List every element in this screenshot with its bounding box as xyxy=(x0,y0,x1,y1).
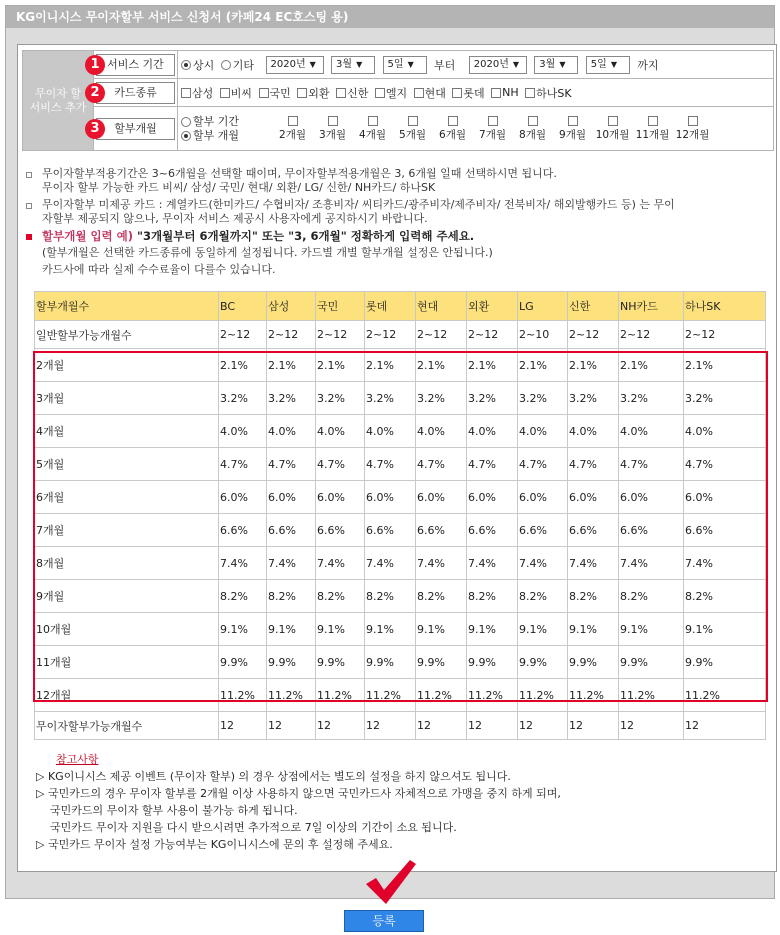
radio-installment-month[interactable] xyxy=(181,131,191,141)
rate-table-header: 할부개월수 BC 삼성 국민 롯데 현대 외환 LG 신한 NH카드 하나SK xyxy=(35,292,766,321)
form-panel xyxy=(17,44,777,872)
service-period-controls: 상시 기타 2020년 ▼ 3월 ▼ 5일 ▼ 부터 2020년 ▼ 3월 ▼ 5일 ▼ 까지 xyxy=(178,51,774,79)
card-type-checkboxes: 삼성 비씨 국민 외환 신한 엘지 현대 롯데 NH 하나SK xyxy=(178,79,774,107)
start-month-select[interactable]: 3월 ▼ xyxy=(331,56,375,74)
card-checkbox[interactable] xyxy=(452,88,462,98)
settings-group-label: 무이자 할 서비스 추가 xyxy=(23,51,94,151)
bullet-icon xyxy=(26,203,32,209)
window-title: KG이니시스 무이자할부 서비스 신청서 (카페24 EC호스팅 용) xyxy=(6,6,774,28)
example-note: 할부개월 입력 예) "3개월부터 6개월까지" 또는 "3, 6개월" 정확하게 입력해 주세요. (할부개월은 선택한 카드종류에 동일하게 설정됩니다. 카드별 개별 할부개월 설정은 안됩니다.) 카드사에 따라 실제 수수료율이 다를수 있습니다. xyxy=(26,229,770,277)
radio-other[interactable] xyxy=(221,60,231,70)
table-row: 3개월 3.2% 3.2% 3.2% 3.2% 3.2% 3.2% 3.2% 3.2% 3.2% 3.2% xyxy=(35,382,766,415)
month-checkbox[interactable] xyxy=(648,116,658,126)
table-row: 10개월 9.1% 9.1% 9.1% 9.1% 9.1% 9.1% 9.1% 9.1% 9.1% 9.1% xyxy=(35,613,766,646)
card-checkbox[interactable] xyxy=(181,88,191,98)
table-row: 9개월 8.2% 8.2% 8.2% 8.2% 8.2% 8.2% 8.2% 8.2% 8.2% 8.2% xyxy=(35,580,766,613)
month-checkbox[interactable] xyxy=(688,116,698,126)
reference-section: 참고사항 ▷ KG이니시스 제공 이벤트 (무이자 할부) 의 경우 상점에서는 별도의 설정을 하지 않으셔도 됩니다. ▷ 국민카드의 경우 무이자 할부를 2개월 이상 사용하지 않으면 국민카드사 자체적으로 가맹을 중지 하게 되며, 국민카드의 무이자 할부 사용이 불가능 하게 됩니다. 국민카드 무이자 지원을 다시 받으시려면 추가적으로 7일 이상의 기간이 소요 됩니다. ▷ 국민카드 무이자 설정 가능여부는 KG이니시스에 문의 후 설정해 주세요. xyxy=(36,753,561,851)
table-row: 11개월 9.9% 9.9% 9.9% 9.9% 9.9% 9.9% 9.9% 9.9% 9.9% 9.9% xyxy=(35,646,766,679)
month-checkbox[interactable] xyxy=(528,116,538,126)
radio-always[interactable] xyxy=(181,60,191,70)
card-checkbox[interactable] xyxy=(336,88,346,98)
step-badge-3: 3 xyxy=(85,119,105,139)
month-checkbox[interactable] xyxy=(608,116,618,126)
settings-table xyxy=(22,50,774,151)
form-frame xyxy=(5,5,775,899)
installment-label: 3 할부개월 xyxy=(96,118,175,140)
service-period-label: 1 서비스 기간 xyxy=(96,54,175,76)
end-month-select[interactable]: 3월 ▼ xyxy=(534,56,578,74)
month-checkbox-grid: 2개월 3개월 4개월 5개월 6개월 7개월 8개월 9개월 10개월 11개월 12개월 xyxy=(273,115,713,142)
month-checkbox[interactable] xyxy=(448,116,458,126)
table-row: 무이자할부가능개월수 12 12 12 12 12 12 12 12 12 12 xyxy=(35,712,766,740)
rate-table xyxy=(34,291,766,740)
card-checkbox[interactable] xyxy=(220,88,230,98)
installment-controls: 할부 기간 할부 개월 2개월 3개월 4개월 5개월 6개월 7개월 8개월 9개월 10개월 11개월 12개월 xyxy=(178,107,774,151)
card-checkbox[interactable] xyxy=(491,88,501,98)
table-row: 2개월 2.1% 2.1% 2.1% 2.1% 2.1% 2.1% 2.1% 2.1% 2.1% 2.1% xyxy=(35,349,766,382)
month-checkbox[interactable] xyxy=(488,116,498,126)
start-year-select[interactable]: 2020년 ▼ xyxy=(266,56,324,74)
notes-section xyxy=(26,167,770,277)
card-checkbox[interactable] xyxy=(297,88,307,98)
submit-button[interactable]: 등록 xyxy=(344,910,424,932)
month-checkbox[interactable] xyxy=(368,116,378,126)
note-item: 무이자할부 미제공 카드 : 계열카드(한미카드/ 수협비자/ 조흥비자/ 씨티카드/광주비자/제주비자/ 전북비자/ 해외발행카드 등) 는 무이 자할부 제공되지 않으나, 무이자 서비스 제공시 사용자에게 공지하시기 바랍니다. xyxy=(26,198,770,226)
table-row: 12개월 11.2% 11.2% 11.2% 11.2% 11.2% 11.2% 11.2% 11.2% 11.2% 11.2% xyxy=(35,679,766,712)
end-day-select[interactable]: 5일 ▼ xyxy=(586,56,630,74)
step-badge-1: 1 xyxy=(85,55,105,75)
table-row: 6개월 6.0% 6.0% 6.0% 6.0% 6.0% 6.0% 6.0% 6.0% 6.0% 6.0% xyxy=(35,481,766,514)
end-year-select[interactable]: 2020년 ▼ xyxy=(469,56,527,74)
table-row: 8개월 7.4% 7.4% 7.4% 7.4% 7.4% 7.4% 7.4% 7.4% 7.4% 7.4% xyxy=(35,547,766,580)
table-row: 일반할부가능개월수 2~12 2~12 2~12 2~12 2~12 2~12 2~10 2~12 2~12 2~12 xyxy=(35,321,766,349)
checkmark-icon xyxy=(362,854,418,910)
red-bullet-icon xyxy=(26,234,32,240)
month-checkbox[interactable] xyxy=(288,116,298,126)
card-checkbox[interactable] xyxy=(259,88,269,98)
card-checkbox[interactable] xyxy=(525,88,535,98)
card-checkbox[interactable] xyxy=(414,88,424,98)
table-row: 5개월 4.7% 4.7% 4.7% 4.7% 4.7% 4.7% 4.7% 4.7% 4.7% 4.7% xyxy=(35,448,766,481)
radio-installment-period[interactable] xyxy=(181,117,191,127)
step-badge-2: 2 xyxy=(85,83,105,103)
table-row: 4개월 4.0% 4.0% 4.0% 4.0% 4.0% 4.0% 4.0% 4.0% 4.0% 4.0% xyxy=(35,415,766,448)
table-row: 7개월 6.6% 6.6% 6.6% 6.6% 6.6% 6.6% 6.6% 6.6% 6.6% 6.6% xyxy=(35,514,766,547)
reference-title: 참고사항 xyxy=(56,753,99,766)
month-checkbox[interactable] xyxy=(408,116,418,126)
note-item: 무이자할부적용기간은 3~6개월을 선택할 때이며, 무이자할부적용개월은 3, 6개월 일때 선택하시면 됩니다. 무이자 할부 가능한 카드 비씨/ 삼성/ 국민/ 현대/ 외환/ LG/ 신한/ NH카드/ 하나SK xyxy=(26,167,770,195)
month-checkbox[interactable] xyxy=(568,116,578,126)
start-day-select[interactable]: 5일 ▼ xyxy=(383,56,427,74)
card-checkbox[interactable] xyxy=(375,88,385,98)
card-type-label: 2 카드종류 xyxy=(96,82,175,104)
bullet-icon xyxy=(26,172,32,178)
month-checkbox[interactable] xyxy=(328,116,338,126)
